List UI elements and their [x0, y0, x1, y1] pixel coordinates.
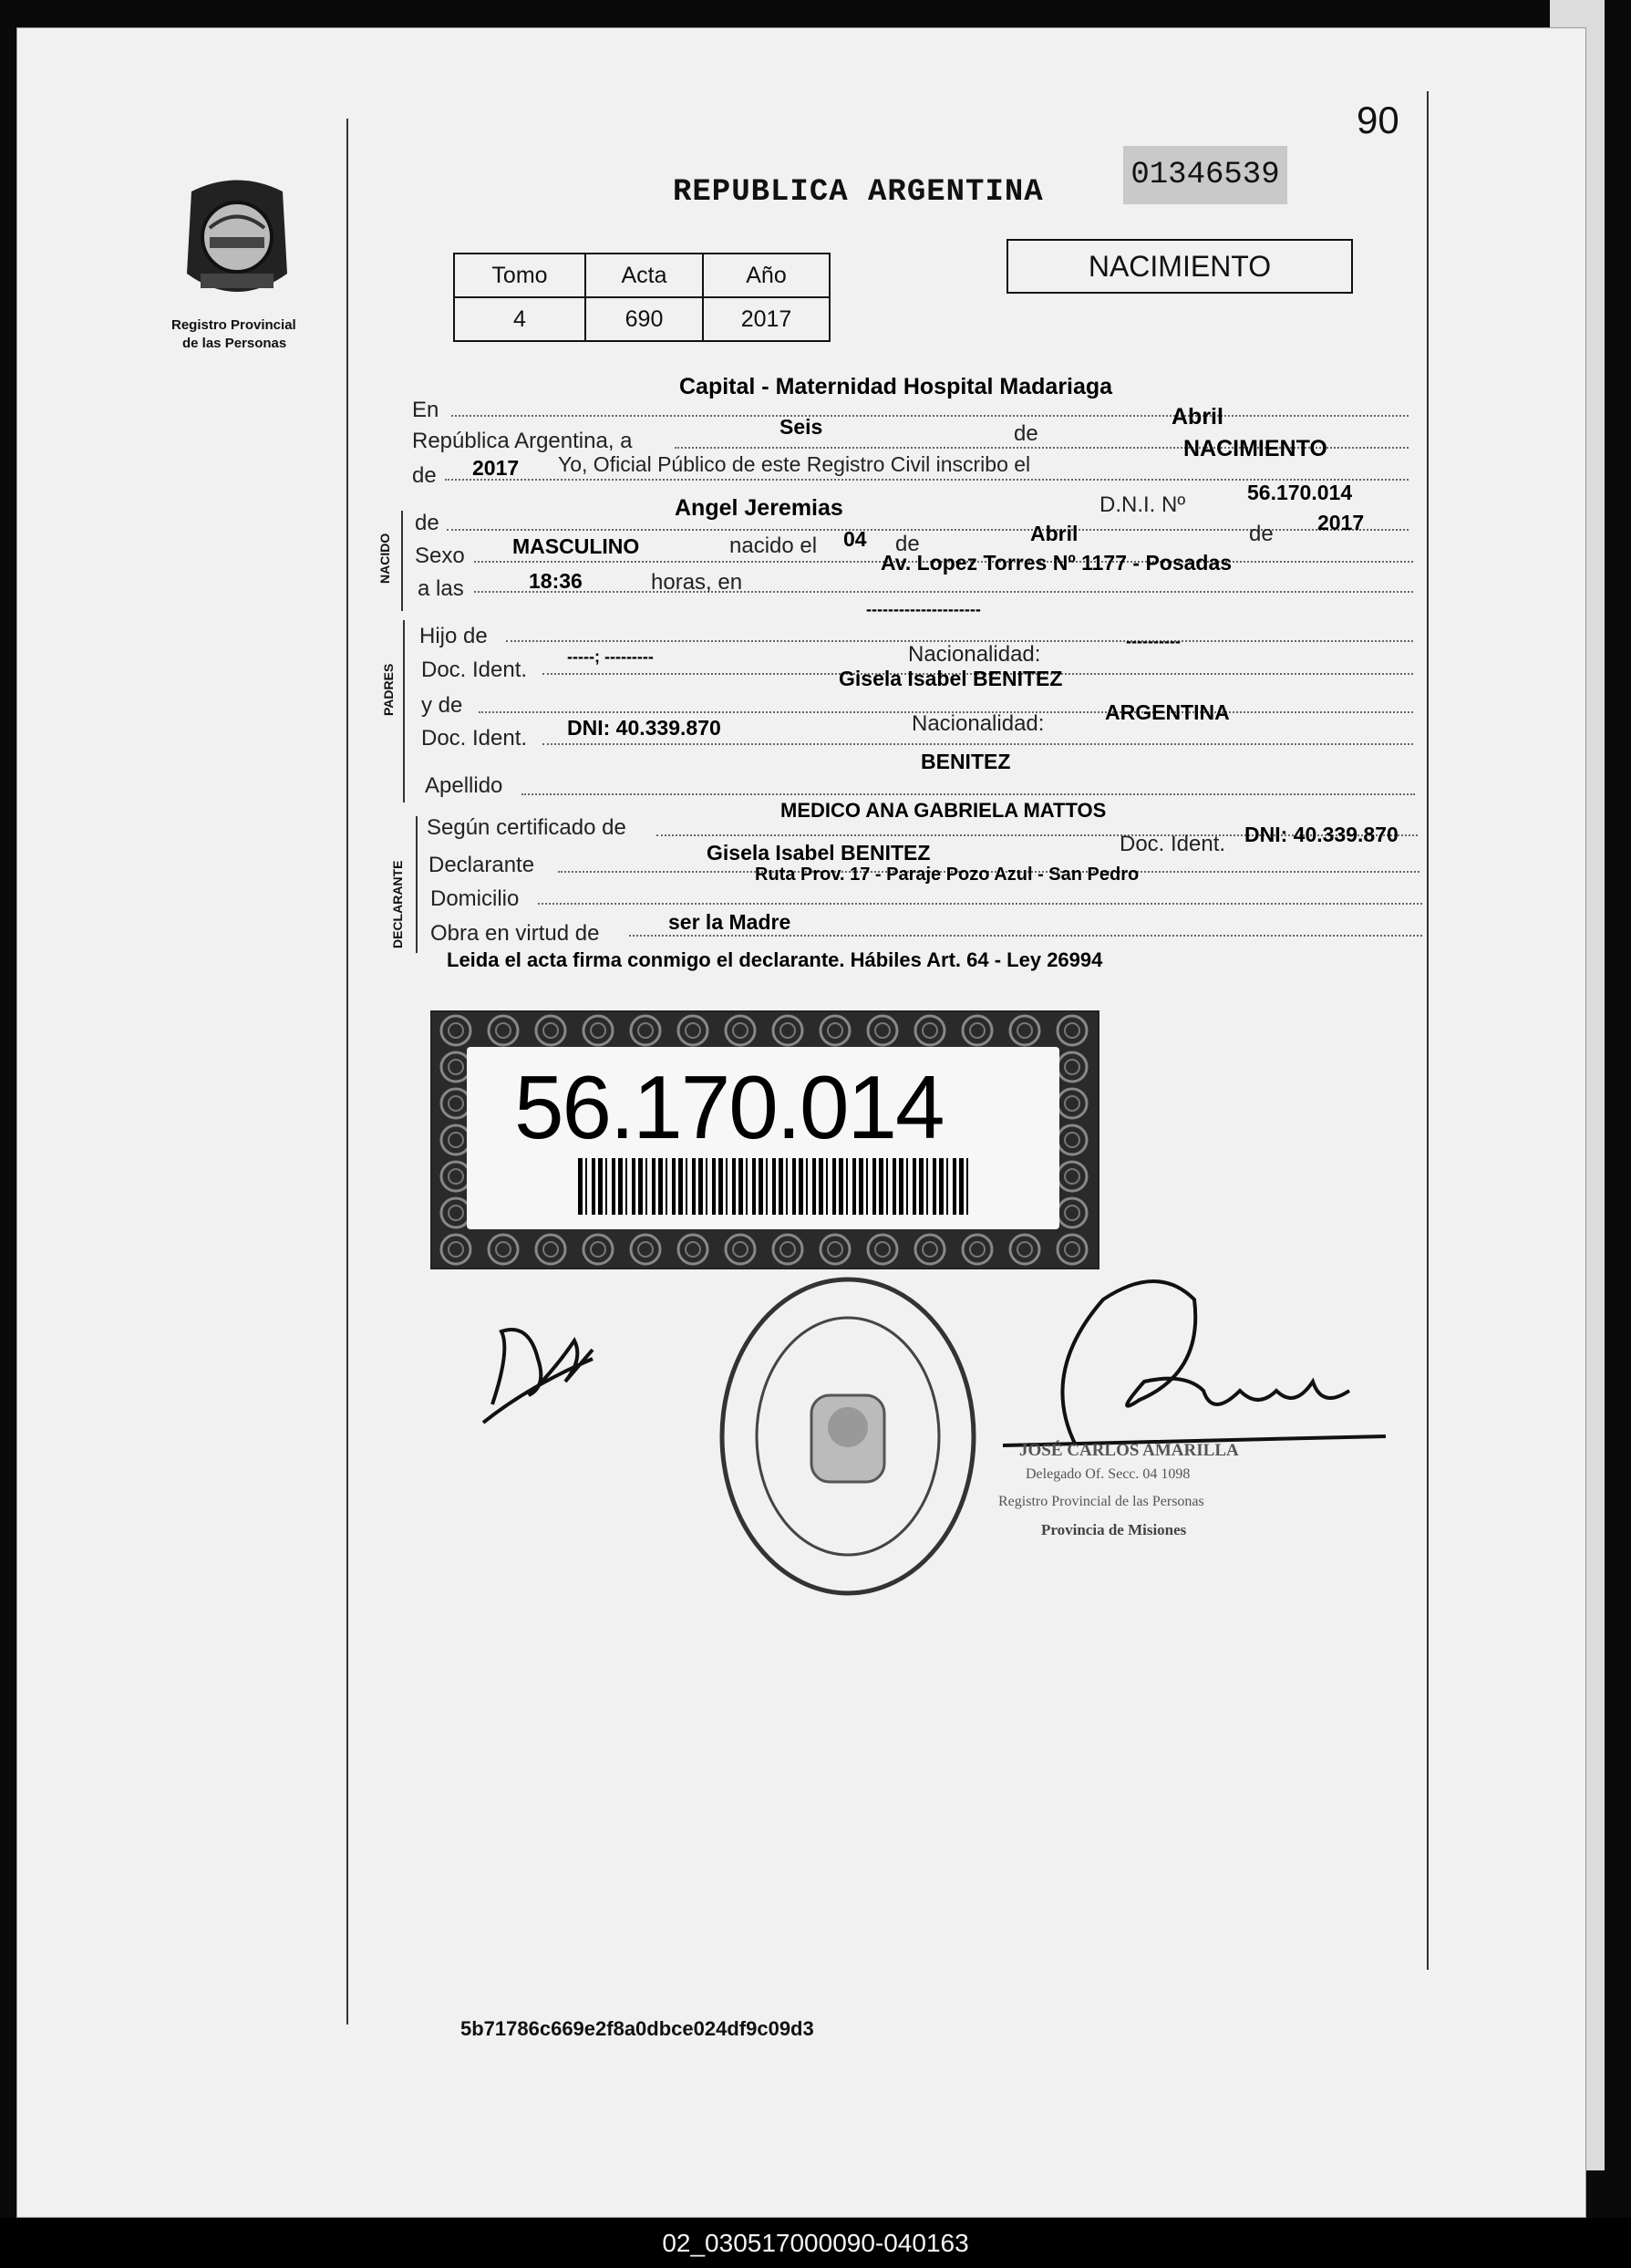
- madre-value: Gisela Isabel BENITEZ: [839, 667, 1063, 690]
- nac1-value: ----------: [1126, 632, 1181, 650]
- leida-text: Leida el acta firma conmigo el declarante. Hábiles Art. 64 - Ley 26994: [447, 948, 1103, 971]
- hijo-label: Hijo de: [419, 624, 488, 648]
- nacido-de-label: de: [415, 511, 439, 535]
- official-name: JOSÉ CARLOS AMARILLA: [1019, 1441, 1239, 1460]
- page-number: 90: [1357, 98, 1399, 141]
- anio-header: Año: [703, 254, 830, 297]
- nacido-section-label: NACIDO: [377, 533, 392, 584]
- nac-dia-value: 04: [843, 527, 867, 551]
- dni-label: D.N.I. Nº: [1099, 492, 1186, 517]
- declarant-signature: [474, 1295, 602, 1432]
- apellido-value: BENITEZ: [921, 750, 1011, 773]
- segun-value: MEDICO ANA GABRIELA MATTOS: [780, 799, 1107, 822]
- left-margin-line: [346, 119, 348, 2025]
- rule-en: [451, 415, 1409, 417]
- dia-value: Seis: [779, 415, 823, 439]
- dni-sticker: [430, 1010, 1099, 1269]
- decl-doc-value: DNI: 40.339.870: [1244, 823, 1399, 846]
- inscribo-value: NACIMIENTO: [1183, 436, 1327, 461]
- padres-bracket: [403, 620, 405, 803]
- country-title: REPUBLICA ARGENTINA: [673, 175, 1044, 210]
- hora-value: 18:36: [529, 569, 583, 593]
- acta-header: Acta: [585, 254, 703, 297]
- nac-de-label-2: de: [1249, 522, 1274, 546]
- official-seal: [716, 1272, 980, 1600]
- decl-value: Gisela Isabel BENITEZ: [707, 841, 931, 865]
- nac2-value: ARGENTINA: [1105, 700, 1230, 724]
- footer-code: 02_030517000090-040163: [0, 2218, 1631, 2268]
- yo-label: Yo, Oficial Público de este Registro Civil inscribo el: [558, 452, 1031, 476]
- dni-sticker-number: 56.170.014: [514, 1057, 944, 1157]
- official-office: Registro Provincial de las Personas: [998, 1494, 1204, 1509]
- act-type-box: NACIMIENTO: [1006, 239, 1353, 294]
- tomo-header: Tomo: [454, 254, 585, 297]
- official-province: Provincia de Misiones: [1041, 1521, 1187, 1538]
- rule-doc2: [542, 743, 1413, 745]
- logo-caption-2: de las Personas: [182, 336, 287, 351]
- dni-value: 56.170.014: [1247, 481, 1353, 504]
- right-margin-line: [1427, 91, 1429, 1970]
- rule-hora: [474, 591, 1413, 593]
- nac-de-label: de: [895, 532, 920, 556]
- document-hash: 5b71786c669e2f8a0dbce024df9c09d3: [460, 2017, 814, 2040]
- decl-doc-label: Doc. Ident.: [1120, 832, 1226, 856]
- rule-apellido: [521, 793, 1415, 795]
- yde-label: y de: [421, 693, 463, 718]
- dom-label: Domicilio: [430, 886, 520, 911]
- official-title: Delegado Of. Secc. 04 1098: [1026, 1466, 1191, 1482]
- tomo-value: 4: [454, 297, 585, 341]
- obra-value: ser la Madre: [668, 910, 791, 934]
- nacido-bracket: [401, 511, 403, 611]
- nac-anio-value: 2017: [1317, 511, 1365, 534]
- declarante-bracket: [416, 816, 418, 953]
- nombre-value: Angel Jeremias: [675, 495, 843, 521]
- padres-dash: ---------------------: [866, 600, 981, 618]
- nacido-el-label: nacido el: [729, 533, 818, 558]
- nac1-label: Nacionalidad:: [908, 642, 1041, 667]
- rule-obra: [629, 935, 1422, 937]
- en-value: Capital - Maternidad Hospital Madariaga: [679, 374, 1113, 399]
- doc1-value: -----; ---------: [567, 647, 654, 666]
- rule-domicilio: [538, 903, 1422, 905]
- doc2-value: DNI: 40.339.870: [567, 716, 721, 740]
- tomo-acta-table: [453, 253, 831, 342]
- republica-label: República Argentina, a: [412, 429, 633, 453]
- doc2-label: Doc. Ident.: [421, 726, 528, 751]
- province-crest-logo: [173, 173, 301, 310]
- mes-value: Abril: [1172, 404, 1223, 430]
- sexo-value: MASCULINO: [512, 534, 640, 558]
- horas-en-label: horas, en: [651, 570, 743, 595]
- anio-value: 2017: [703, 297, 830, 341]
- apellido-label: Apellido: [425, 773, 503, 798]
- dom-value: Ruta Prov. 17 - Paraje Pozo Azul - San Pedro: [755, 865, 1140, 885]
- nac-mes-value: Abril: [1030, 522, 1079, 545]
- anio-intro-value: 2017: [472, 456, 520, 480]
- barcode: [578, 1158, 970, 1215]
- sexo-label: Sexo: [415, 544, 465, 568]
- alas-label: a las: [418, 576, 464, 601]
- en-label: En: [412, 398, 439, 422]
- logo-caption-1: Registro Provincial: [171, 317, 296, 333]
- declarante-section-label: DECLARANTE: [390, 860, 405, 948]
- acta-value: 690: [585, 297, 703, 341]
- padres-section-label: PADRES: [381, 663, 396, 716]
- doc1-label: Doc. Ident.: [421, 658, 528, 682]
- de-label-2: de: [412, 463, 437, 488]
- obra-label: Obra en virtud de: [430, 921, 600, 946]
- segun-label: Según certificado de: [427, 815, 626, 840]
- nac2-label: Nacionalidad:: [912, 711, 1045, 736]
- de-label-1: de: [1014, 421, 1038, 446]
- lugar-value: Av. Lopez Torres Nº 1177 - Posadas: [881, 551, 1233, 575]
- serial-number: 01346539: [1123, 146, 1287, 204]
- decl-label: Declarante: [428, 853, 535, 877]
